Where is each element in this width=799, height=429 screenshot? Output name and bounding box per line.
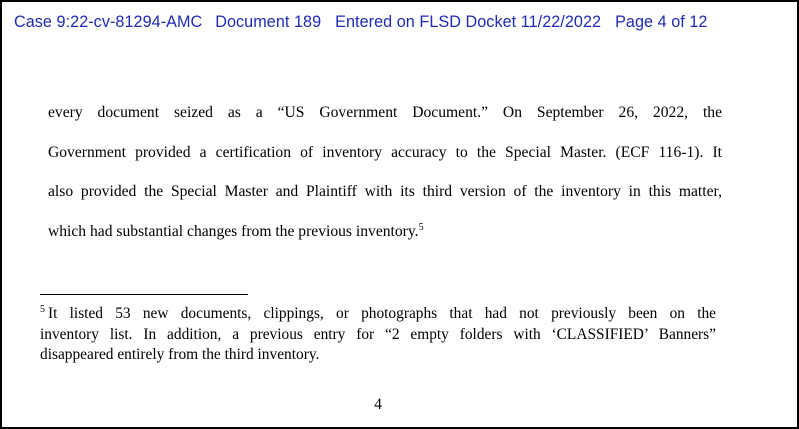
footnote-line-1-text: It listed 53 new documents, clippings, or photographs that had not previously been on the (48, 305, 716, 322)
footnote-divider (40, 294, 248, 295)
body-paragraph (48, 93, 722, 251)
body-line-2: Government provided a certification of inventory accuracy to the Special Master. (ECF 116-1). It (48, 143, 722, 161)
header-entered-date: Entered on FLSD Docket 11/22/2022 (335, 13, 602, 31)
footnote-line-3: disappeared entirely from the third inventory. (40, 346, 320, 363)
body-line-4 (48, 212, 722, 252)
header-document-number: Document 189 (215, 13, 322, 31)
footnote (40, 304, 716, 366)
page-number: 4 (374, 396, 382, 413)
header-page-count: Page 4 of 12 (615, 13, 708, 31)
footnote-mark: 5 (40, 304, 45, 315)
body-line-3: also provided the Special Master and Plaintiff with its third version of the inventory in this matter, (48, 183, 722, 200)
footnote-line-2: inventory list. In addition, a previous entry for “2 empty folders with ‘CLASSIFIED’ Banners” (40, 325, 716, 343)
footnote-line-1 (40, 304, 716, 325)
header-case-number: Case 9:22-cv-81294-AMC (14, 13, 203, 31)
docket-header (14, 13, 707, 32)
body-line-1: every document seized as a “US Government Document.” On September 26, 2022, the (48, 104, 722, 121)
footnote-reference: 5 (418, 221, 424, 233)
body-line-4-text: which had substantial changes from the previous inventory. (48, 222, 419, 240)
